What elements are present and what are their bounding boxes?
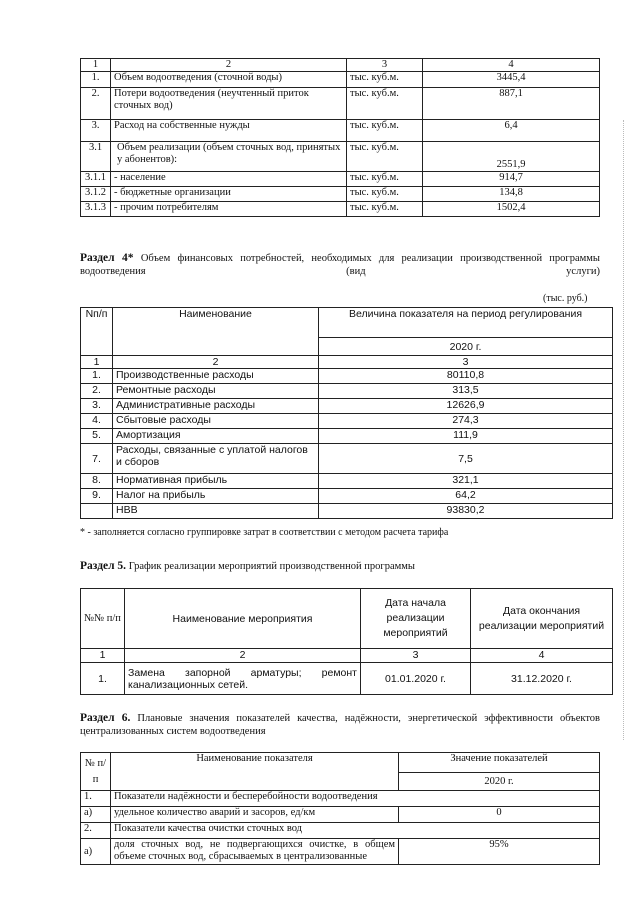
schedule-table	[80, 588, 613, 695]
row-name: удельное количество аварий и засоров, ед/км	[111, 807, 399, 823]
row-name: Амортизация	[113, 429, 319, 444]
table-row	[81, 663, 613, 695]
row-name: - население	[111, 172, 347, 187]
table-row	[81, 489, 613, 504]
row-num: 3.	[81, 120, 111, 142]
row-name: Административные расходы	[113, 399, 319, 414]
row-name: НВВ	[113, 504, 319, 519]
col-num-header: №№ п/п	[81, 589, 125, 649]
row-num: 3.1.2	[81, 187, 111, 202]
row-value: 321,1	[319, 474, 613, 489]
row-unit: тыс. куб.м.	[347, 120, 423, 142]
header-cell: 2	[111, 59, 347, 72]
col-value-header: Величина показателя на период регулирования	[319, 308, 613, 338]
row-name: Потери водоотведения (неучтенный приток сточных вод)	[111, 88, 347, 120]
row-value: 313,5	[319, 384, 613, 399]
row-unit: тыс. куб.м.	[347, 187, 423, 202]
financial-needs-table	[80, 307, 613, 519]
row-num: 1.	[81, 663, 125, 695]
row-start: 01.01.2020 г.	[361, 663, 471, 695]
year-header: 2020 г.	[319, 338, 613, 356]
table-row	[81, 202, 600, 217]
row-num	[81, 504, 113, 519]
section5-title: График реализации мероприятий производственной программы	[128, 561, 415, 572]
row-name: Показатели надёжности и бесперебойности водоотведения	[111, 791, 600, 807]
row-num: 5.	[81, 429, 113, 444]
table-row	[81, 504, 613, 519]
row-value: 887,1	[423, 88, 600, 120]
header-cell: 1	[81, 59, 111, 72]
section4-footnote: * - заполняется согласно группировке затрат в соответствии с методом расчета тарифа	[80, 527, 449, 538]
header-num-cell: 2	[113, 356, 319, 369]
row-num: 8.	[81, 474, 113, 489]
col-num-header: № п/п	[81, 753, 111, 791]
header-num-cell: 4	[471, 649, 613, 663]
row-value: 111,9	[319, 429, 613, 444]
row-value: 93830,2	[319, 504, 613, 519]
col-name-header: Наименование показателя	[111, 753, 399, 791]
row-num: 3.1	[81, 142, 111, 172]
row-name: Объем водоотведения (сточной воды)	[111, 72, 347, 88]
row-value: 95%	[399, 839, 600, 865]
col-name-header: Наименование мероприятия	[125, 589, 361, 649]
header-num-cell: 2	[125, 649, 361, 663]
section4-label: Раздел 4*	[80, 252, 134, 264]
row-name: Нормативная прибыль	[113, 474, 319, 489]
row-unit: тыс. куб.м.	[347, 72, 423, 88]
quality-indicators-table	[80, 752, 600, 865]
row-num: 1.	[81, 369, 113, 384]
col-num-header: Nп/п	[81, 308, 113, 356]
section4-units: (тыс. руб.)	[543, 293, 588, 304]
col-start-header: Дата начала реализации мероприятий	[361, 589, 471, 649]
table-row	[81, 429, 613, 444]
row-num: 2.	[81, 823, 111, 839]
row-value: 6,4	[423, 120, 600, 142]
year-header: 2020 г.	[399, 773, 600, 791]
header-cell: 4	[423, 59, 600, 72]
section6-title: Плановые значения показателей качества, надёжности, энергетической эффективности объектов централизованных систем водоотведения	[80, 713, 601, 737]
header-num-cell: 1	[81, 356, 113, 369]
row-num: 9.	[81, 489, 113, 504]
row-num: 1.	[81, 72, 111, 88]
row-num: 1.	[81, 791, 111, 807]
table-row	[81, 88, 600, 120]
section6-heading	[80, 712, 600, 738]
col-value-header: Значение показателей	[399, 753, 600, 773]
table-row	[81, 399, 613, 414]
header-cell: 3	[347, 59, 423, 72]
table-row	[81, 839, 600, 865]
row-unit: тыс. куб.м.	[347, 142, 423, 172]
table-row	[81, 142, 600, 172]
section5-heading	[80, 560, 600, 573]
col-name-header: Наименование	[113, 308, 319, 356]
table-row	[81, 172, 600, 187]
section6-label: Раздел 6.	[80, 712, 131, 724]
row-value: 274,3	[319, 414, 613, 429]
row-name: Производственные расходы	[113, 369, 319, 384]
row-num: 3.	[81, 399, 113, 414]
row-value: 1502,4	[423, 202, 600, 217]
row-num: а)	[81, 839, 111, 865]
table-row	[81, 823, 600, 839]
row-name: Налог на прибыль	[113, 489, 319, 504]
row-value: 64,2	[319, 489, 613, 504]
row-name: Расход на собственные нужды	[111, 120, 347, 142]
row-value: 914,7	[423, 172, 600, 187]
row-name: Объем реализации (объем сточных вод, принятых у абонентов):	[111, 142, 347, 172]
row-num: а)	[81, 807, 111, 823]
table-row	[81, 369, 613, 384]
table-row	[81, 384, 613, 399]
section4-heading	[80, 252, 600, 278]
row-value: 7,5	[319, 444, 613, 474]
table-row	[81, 444, 613, 474]
section5-label: Раздел 5.	[80, 560, 127, 572]
scan-edge-mark	[623, 120, 625, 740]
row-end: 31.12.2020 г.	[471, 663, 613, 695]
row-unit: тыс. куб.м.	[347, 172, 423, 187]
table-row	[81, 807, 600, 823]
col-end-header: Дата окончания реализации мероприятий	[471, 589, 613, 649]
row-value: 12626,9	[319, 399, 613, 414]
table-row	[81, 791, 600, 807]
row-name: Показатели качества очистки сточных вод	[111, 823, 600, 839]
header-num-cell: 1	[81, 649, 125, 663]
row-name: доля сточных вод, не подвергающихся очистке, в общем объеме сточных вод, сбрасываемых в централизованные	[111, 839, 399, 865]
row-unit: тыс. куб.м.	[347, 202, 423, 217]
row-num: 3.1.3	[81, 202, 111, 217]
water-volume-table	[80, 58, 600, 217]
header-num-cell: 3	[319, 356, 613, 369]
table-row	[81, 187, 600, 202]
row-num: 3.1.1	[81, 172, 111, 187]
table-row	[81, 72, 600, 88]
row-num: 7.	[81, 444, 113, 474]
row-name: Ремонтные расходы	[113, 384, 319, 399]
row-value: 3445,4	[423, 72, 600, 88]
row-name: Расходы, связанные с уплатой налогов и сборов	[113, 444, 319, 474]
row-value: 134,8	[423, 187, 600, 202]
row-unit: тыс. куб.м.	[347, 88, 423, 120]
row-num: 2.	[81, 88, 111, 120]
row-name: Замена запорной арматуры; ремонт канализационных сетей.	[125, 663, 361, 695]
table-row	[81, 120, 600, 142]
row-num: 2.	[81, 384, 113, 399]
row-value: 0	[399, 807, 600, 823]
row-name: - бюджетные организации	[111, 187, 347, 202]
header-num-cell: 3	[361, 649, 471, 663]
section4-title: Объем финансовых потребностей, необходимых для реализации производственной программы водоотведения (вид услуги)	[80, 253, 600, 277]
row-num: 4.	[81, 414, 113, 429]
row-name: Сбытовые расходы	[113, 414, 319, 429]
row-value: 2551,9	[423, 142, 600, 172]
table-row	[81, 474, 613, 489]
row-name: - прочим потребителям	[111, 202, 347, 217]
row-value: 80110,8	[319, 369, 613, 384]
table-row	[81, 414, 613, 429]
